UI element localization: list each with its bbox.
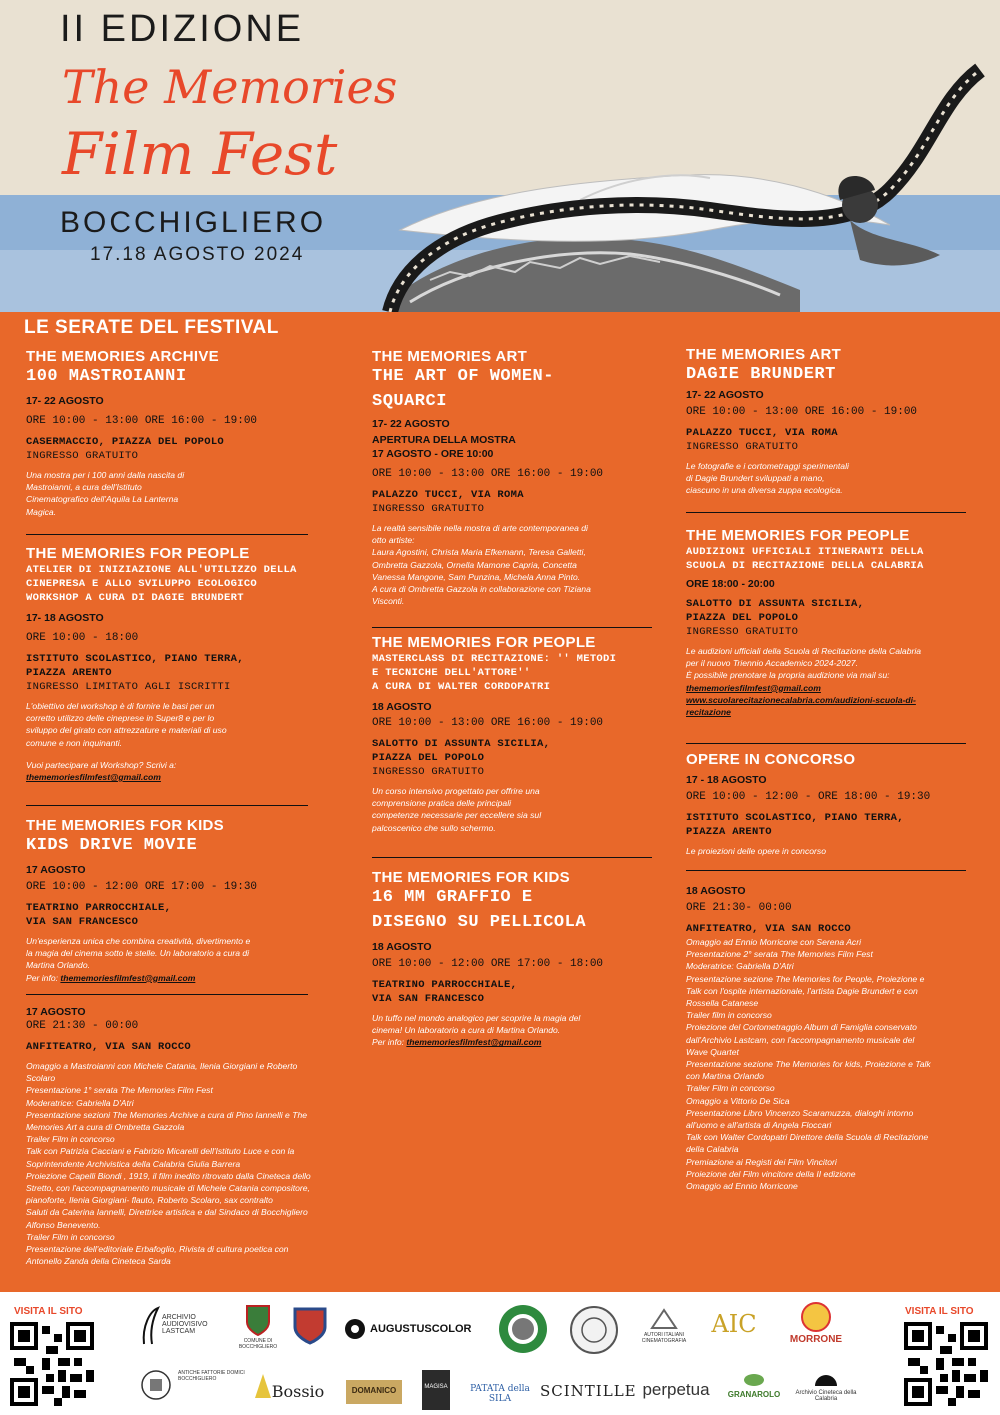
logo-perpetua: perpetua	[642, 1380, 710, 1399]
block-heading: THE MEMORIES FOR PEOPLE	[686, 527, 910, 544]
festival-title-line2: Film Fest	[62, 120, 338, 188]
kids-block-2	[372, 868, 662, 1049]
block-heading: THE MEMORIES FOR KIDS	[26, 817, 224, 834]
block-entry: INGRESSO GRATUITO	[686, 441, 799, 453]
block-entry: INGRESSO GRATUITO	[26, 450, 139, 462]
logo-lastcam: ARCHIVIO AUDIOVISIVO LASTCAM	[140, 1306, 230, 1356]
block-entry: INGRESSO GRATUITO	[372, 766, 485, 778]
divider	[26, 534, 308, 535]
block-subtitle: 100 MASTROIANNI	[26, 367, 187, 386]
evening-block-2	[686, 884, 986, 1192]
block-place: PALAZZO TUCCI, VIA ROMA	[686, 427, 838, 439]
block-entry: INGRESSO GRATUITO	[372, 503, 485, 515]
divider	[686, 743, 966, 744]
block-heading: OPERE IN CONCORSO	[686, 751, 856, 768]
divider	[26, 805, 308, 806]
website-link[interactable]: www.scuolarecitazionecalabria.com/audizioni-scuola-di- recitazione	[686, 694, 916, 718]
block-time: ORE 18:00 - 20:00	[686, 578, 775, 590]
visit-site-label-left: VISITA IL SITO	[14, 1306, 83, 1317]
block-subtitle: DAGIE BRUNDERT	[686, 365, 836, 384]
poster-header	[0, 0, 1000, 312]
block-heading: THE MEMORIES ART	[686, 346, 842, 363]
block-place: SALOTTO DI ASSUNTA SICILIA, PIAZZA DEL POPOLO	[686, 598, 865, 624]
logo-patata-sila: PATATA della SILA	[470, 1384, 530, 1404]
logo-magisa: MAGISA	[422, 1370, 450, 1410]
opening-label: APERTURA DELLA MOSTRA	[372, 434, 516, 446]
block-place: SALOTTO DI ASSUNTA SICILIA, PIAZZA DEL POPOLO	[372, 738, 551, 764]
opere-block	[686, 750, 986, 857]
logo-aic: AIC	[711, 1310, 757, 1338]
town-name: BOCCHIGLIERO	[60, 206, 327, 239]
people-block-3	[686, 526, 986, 718]
divider	[372, 857, 652, 858]
logo-augustuscolor: AUGUSTUSCOLOR	[344, 1318, 484, 1342]
film-reel-illustration	[330, 40, 1000, 312]
logo-comune-bocchigliero: COMUNE DI BOCCHIGLIERO	[236, 1304, 280, 1358]
block-date: 18 AGOSTO	[372, 701, 432, 713]
logo-granarolo: GRANAROLO	[724, 1372, 784, 1408]
sponsor-footer	[0, 1292, 1000, 1415]
block-description: Le audizioni ufficiali della Scuola di Recitazione della Calabria per il nuovo Triennio Accademico 2024-2027. È possibile prenotare la propria audizione via mail su:	[686, 646, 922, 681]
block-time: ORE 10:00 - 12:00 ORE 17:00 - 18:00	[372, 958, 604, 970]
edition-label: II EDIZIONE	[60, 8, 305, 50]
block-entry: INGRESSO LIMITATO AGLI ISCRITTI	[26, 681, 231, 693]
festival-dates: 17.18 AGOSTO 2024	[90, 244, 305, 265]
email-link[interactable]: thememoriesfilmfest@gmail.com	[60, 972, 196, 983]
block-heading: THE MEMORIES FOR PEOPLE	[26, 545, 250, 562]
block-date: 17- 18 AGOSTO	[26, 612, 104, 624]
divider	[686, 512, 966, 513]
block-time: ORE 21:30 - 00:00	[26, 1020, 139, 1032]
block-time: ORE 10:00 - 13:00 ORE 16:00 - 19:00	[686, 406, 918, 418]
logo-autori-cinematografia: AUTORI ITALIANI CINEMATOGRAFIA	[636, 1308, 692, 1352]
block-date: 17- 22 AGOSTO	[26, 395, 104, 407]
email-link[interactable]: thememoriesfilmfest@gmail.com	[686, 682, 821, 693]
block-time: ORE 10:00 - 13:00 ORE 16:00 - 19:00	[372, 468, 604, 480]
art-block-2	[686, 345, 986, 497]
logo-badge	[140, 1370, 172, 1406]
block-place: TEATRINO PARROCCHIALE, VIA SAN FRANCESCO	[372, 979, 518, 1005]
block-place: CASERMACCIO, PIAZZA DEL POPOLO	[26, 436, 225, 448]
archive-block	[26, 347, 346, 518]
logo-ambiente	[496, 1304, 550, 1358]
divider	[686, 870, 966, 871]
block-entry: INGRESSO GRATUITO	[686, 626, 799, 638]
block-subtitle: ATELIER DI INIZIAZIONE ALL'UTILIZZO DELLA CINEPRESA E ALLO SVILUPPO ECOLOGICO WORKSHOP A CURA DI DAGIE BRUNDERT	[26, 564, 297, 604]
block-date: 17 AGOSTO	[26, 1006, 86, 1018]
block-date: 17- 22 AGOSTO	[686, 389, 764, 401]
block-heading: THE MEMORIES ARCHIVE	[26, 348, 219, 365]
logo-morrone: MORRONE	[782, 1302, 850, 1358]
block-description: Omaggio ad Ennio Morricone con Serena Acri Presentazione 2° serata The Memories Film Fest Moderatrice: Gabriella D'Atri Presentazione sezione The Memories for People, Proiezione e Talk con l'ospite internazionale, l'artista Dagie Brundert e con Rossella Catanese Trailer film in concorso Proiezione del Cortometraggio Album di Famiglia conservato dall'Archivio Lastcam, con l'accompagnamento musicale del Wave Quartet Presentazione sezione The Memories for kids, Proiezione e Talk con Martina Orlando Trailer Film in concorso Omaggio a Vittorio De Sica Presentazione Libro Vincenzo Scaramuzza, dialoghi intorno all'uomo e all'artista di Angela Floccari Talk con Walter Cordopatri Direttore della Scuola di Recitazione della Calabria Premiazione ai Registi dei Film Vincitori Proiezione del Film vincitore della II edizione Omaggio ad Ennio Morricone	[686, 937, 931, 1192]
art-block-1	[372, 347, 662, 607]
block-description: L'obiettivo del workshop è di fornire le basi per un corretto utilizzo delle cineprese in Super8 e per lo sviluppo del girato con attrezzature e materiali di uso comune e non inquinanti. Vuoi partecipare al Workshop? Scrivi a:	[26, 701, 227, 770]
logo-antiche-fattorie: ANTICHE FATTORIE DOMICI BOCCHIGLIERO	[178, 1370, 245, 1382]
block-description: Omaggio a Mastroianni con Michele Catania, Ilenia Giorgiani e Roberto Scolaro Presentazione 1° serata The Memories Film Fest Moderatrice: Gabriella D'Atri Presentazione sezioni The Memories Archive a cura di Pino Iannelli e The Memories Art a cura di Ombretta Gazzola Trailer Film in concorso Talk con Patrizia Cacciani e Fabrizio Micarelli dell'Istituto Luce e con la Soprintendente Archivistica della Calabria Giulia Barrera Proiezione Capelli Biondi , 1919, il film inedito ritrovato dalla Cineteca dello Stretto, con l'accompagnamento musicale di Michele Catania compositore, pianoforte, Ilenia Giorgiani- flauto, Roberto Scolaro, sax contralto Saluti da Caterina Iannelli, Direttrice artistica e dal Sindaco di Bocchigliero Alfonso Benevento. Trailer Film in concorso Presentazione dell'editoriale Erbafoglio, Rivista di cultura poetica con Antonello Zanda della Cineteca Sarda	[26, 1061, 311, 1267]
block-place: PALAZZO TUCCI, VIA ROMA	[372, 489, 524, 501]
block-time: ORE 10:00 - 12:00 - ORE 18:00 - 19:30	[686, 791, 931, 803]
block-place: ANFITEATRO, VIA SAN ROCCO	[26, 1041, 192, 1053]
logo-seal	[568, 1306, 620, 1358]
festival-title-line1: The Memories	[62, 60, 398, 114]
block-description: Un tuffo nel mondo analogico per scoprire la magia del cinema! Un laboratorio a cura di Martina Orlando. Per info: thememoriesfilmfest@gmail.com	[372, 1013, 581, 1048]
evening-block-1	[26, 1005, 371, 1267]
divider	[26, 994, 308, 995]
block-date: 17 AGOSTO	[26, 864, 86, 876]
block-subtitle: MASTERCLASS DI RECITAZIONE: '' METODI E TECNICHE DELL'ATTORE'' A CURA DI WALTER CORDOPATRI	[372, 653, 617, 693]
logo-cineteca-calabria: Archivio Cineteca della Calabria	[788, 1366, 864, 1410]
email-link[interactable]: thememoriesfilmfest@gmail.com	[26, 772, 161, 783]
block-time: ORE 10:00 - 13:00 ORE 16:00 - 19:00	[372, 717, 604, 729]
email-link[interactable]: thememoriesfilmfest@gmail.com	[406, 1037, 542, 1048]
block-time: ORE 21:30- 00:00	[686, 902, 792, 914]
opening-time: 17 AGOSTO - ORE 10:00	[372, 448, 494, 460]
block-date: 18 AGOSTO	[372, 941, 432, 953]
block-date: 17- 22 AGOSTO	[372, 418, 450, 430]
block-heading: THE MEMORIES FOR PEOPLE	[372, 634, 596, 651]
logo-bossio: Bossio	[271, 1382, 325, 1401]
block-place: ANFITEATRO, VIA SAN ROCCO	[686, 923, 852, 935]
block-subtitle: 16 MM GRAFFIO E DISEGNO SU PELLICOLA	[372, 888, 587, 932]
people-block-2	[372, 633, 662, 834]
block-subtitle: AUDIZIONI UFFICIALI ITINERANTI DELLA SCUOLA DI RECITAZIONE DELLA CALABRIA	[686, 546, 924, 572]
block-place: ISTITUTO SCOLASTICO, PIANO TERRA, PIAZZA ARENTO	[686, 812, 904, 838]
block-description: Le proiezioni delle opere in concorso	[686, 846, 826, 856]
logo-domanico: DOMANICO	[346, 1380, 402, 1404]
block-time: ORE 10:00 - 13:00 ORE 16:00 - 19:00	[26, 415, 258, 427]
kids-block-1	[26, 816, 356, 984]
block-description: Le fotografie e i cortometraggi sperimentali di Dagie Brundert sviluppati a mano, ciascuno in una diversa zuppa ecologica.	[686, 461, 849, 496]
block-description: Un corso intensivo progettato per offrire una comprensione pratica delle principali competenze necessarie per eccellere sia sul palcoscenico che sullo schermo.	[372, 786, 542, 833]
block-subtitle: KIDS DRIVE MOVIE	[26, 836, 198, 855]
qr-code-right[interactable]	[904, 1322, 988, 1406]
people-block-1	[26, 544, 356, 783]
block-date: 17 - 18 AGOSTO	[686, 774, 767, 786]
block-description: Un'esperienza unica che combina creatività, divertimento e la magia del cinema sotto le stelle. Un laboratorio a cura di Martina Orlando. Per info: thememoriesfilmfest@gmail.com	[26, 936, 251, 983]
block-time: ORE 10:00 - 18:00	[26, 632, 139, 644]
visit-site-label-right: VISITA IL SITO	[905, 1306, 974, 1317]
block-place: ISTITUTO SCOLASTICO, PIANO TERRA, PIAZZA ARENTO	[26, 653, 244, 679]
section-title: LE SERATE DEL FESTIVAL	[24, 317, 279, 338]
block-place: TEATRINO PARROCCHIALE, VIA SAN FRANCESCO	[26, 902, 172, 928]
block-description: La realtà sensibile nella mostra di arte contemporanea di otto artiste: Laura Agostini, Christa Maria Efkemann, Teresa Galletti, Ombretta Gazzola, Ornella Mamone Capria, Concetta Vanessa Mangone, Sam Punzina, Michela Anna Pinto. A cura di Ombretta Gazzola in collaborazione con Tiziana Visconti.	[372, 523, 591, 607]
block-subtitle: THE ART OF WOMEN- SQUARCI	[372, 367, 554, 411]
block-heading: THE MEMORIES ART	[372, 348, 528, 365]
block-heading: THE MEMORIES FOR KIDS	[372, 869, 570, 886]
block-date: 18 AGOSTO	[686, 885, 746, 897]
divider	[372, 627, 652, 628]
block-description: Una mostra per i 100 anni dalla nascita di Mastroianni, a cura dell'Istituto Cinematografico dell'Aquila La Lanterna Magica.	[26, 470, 185, 517]
logo-shield	[290, 1306, 330, 1350]
block-time: ORE 10:00 - 12:00 ORE 17:00 - 19:30	[26, 881, 258, 893]
qr-code-left[interactable]	[10, 1322, 94, 1406]
logo-scintille: SCINTILLE	[540, 1382, 637, 1400]
